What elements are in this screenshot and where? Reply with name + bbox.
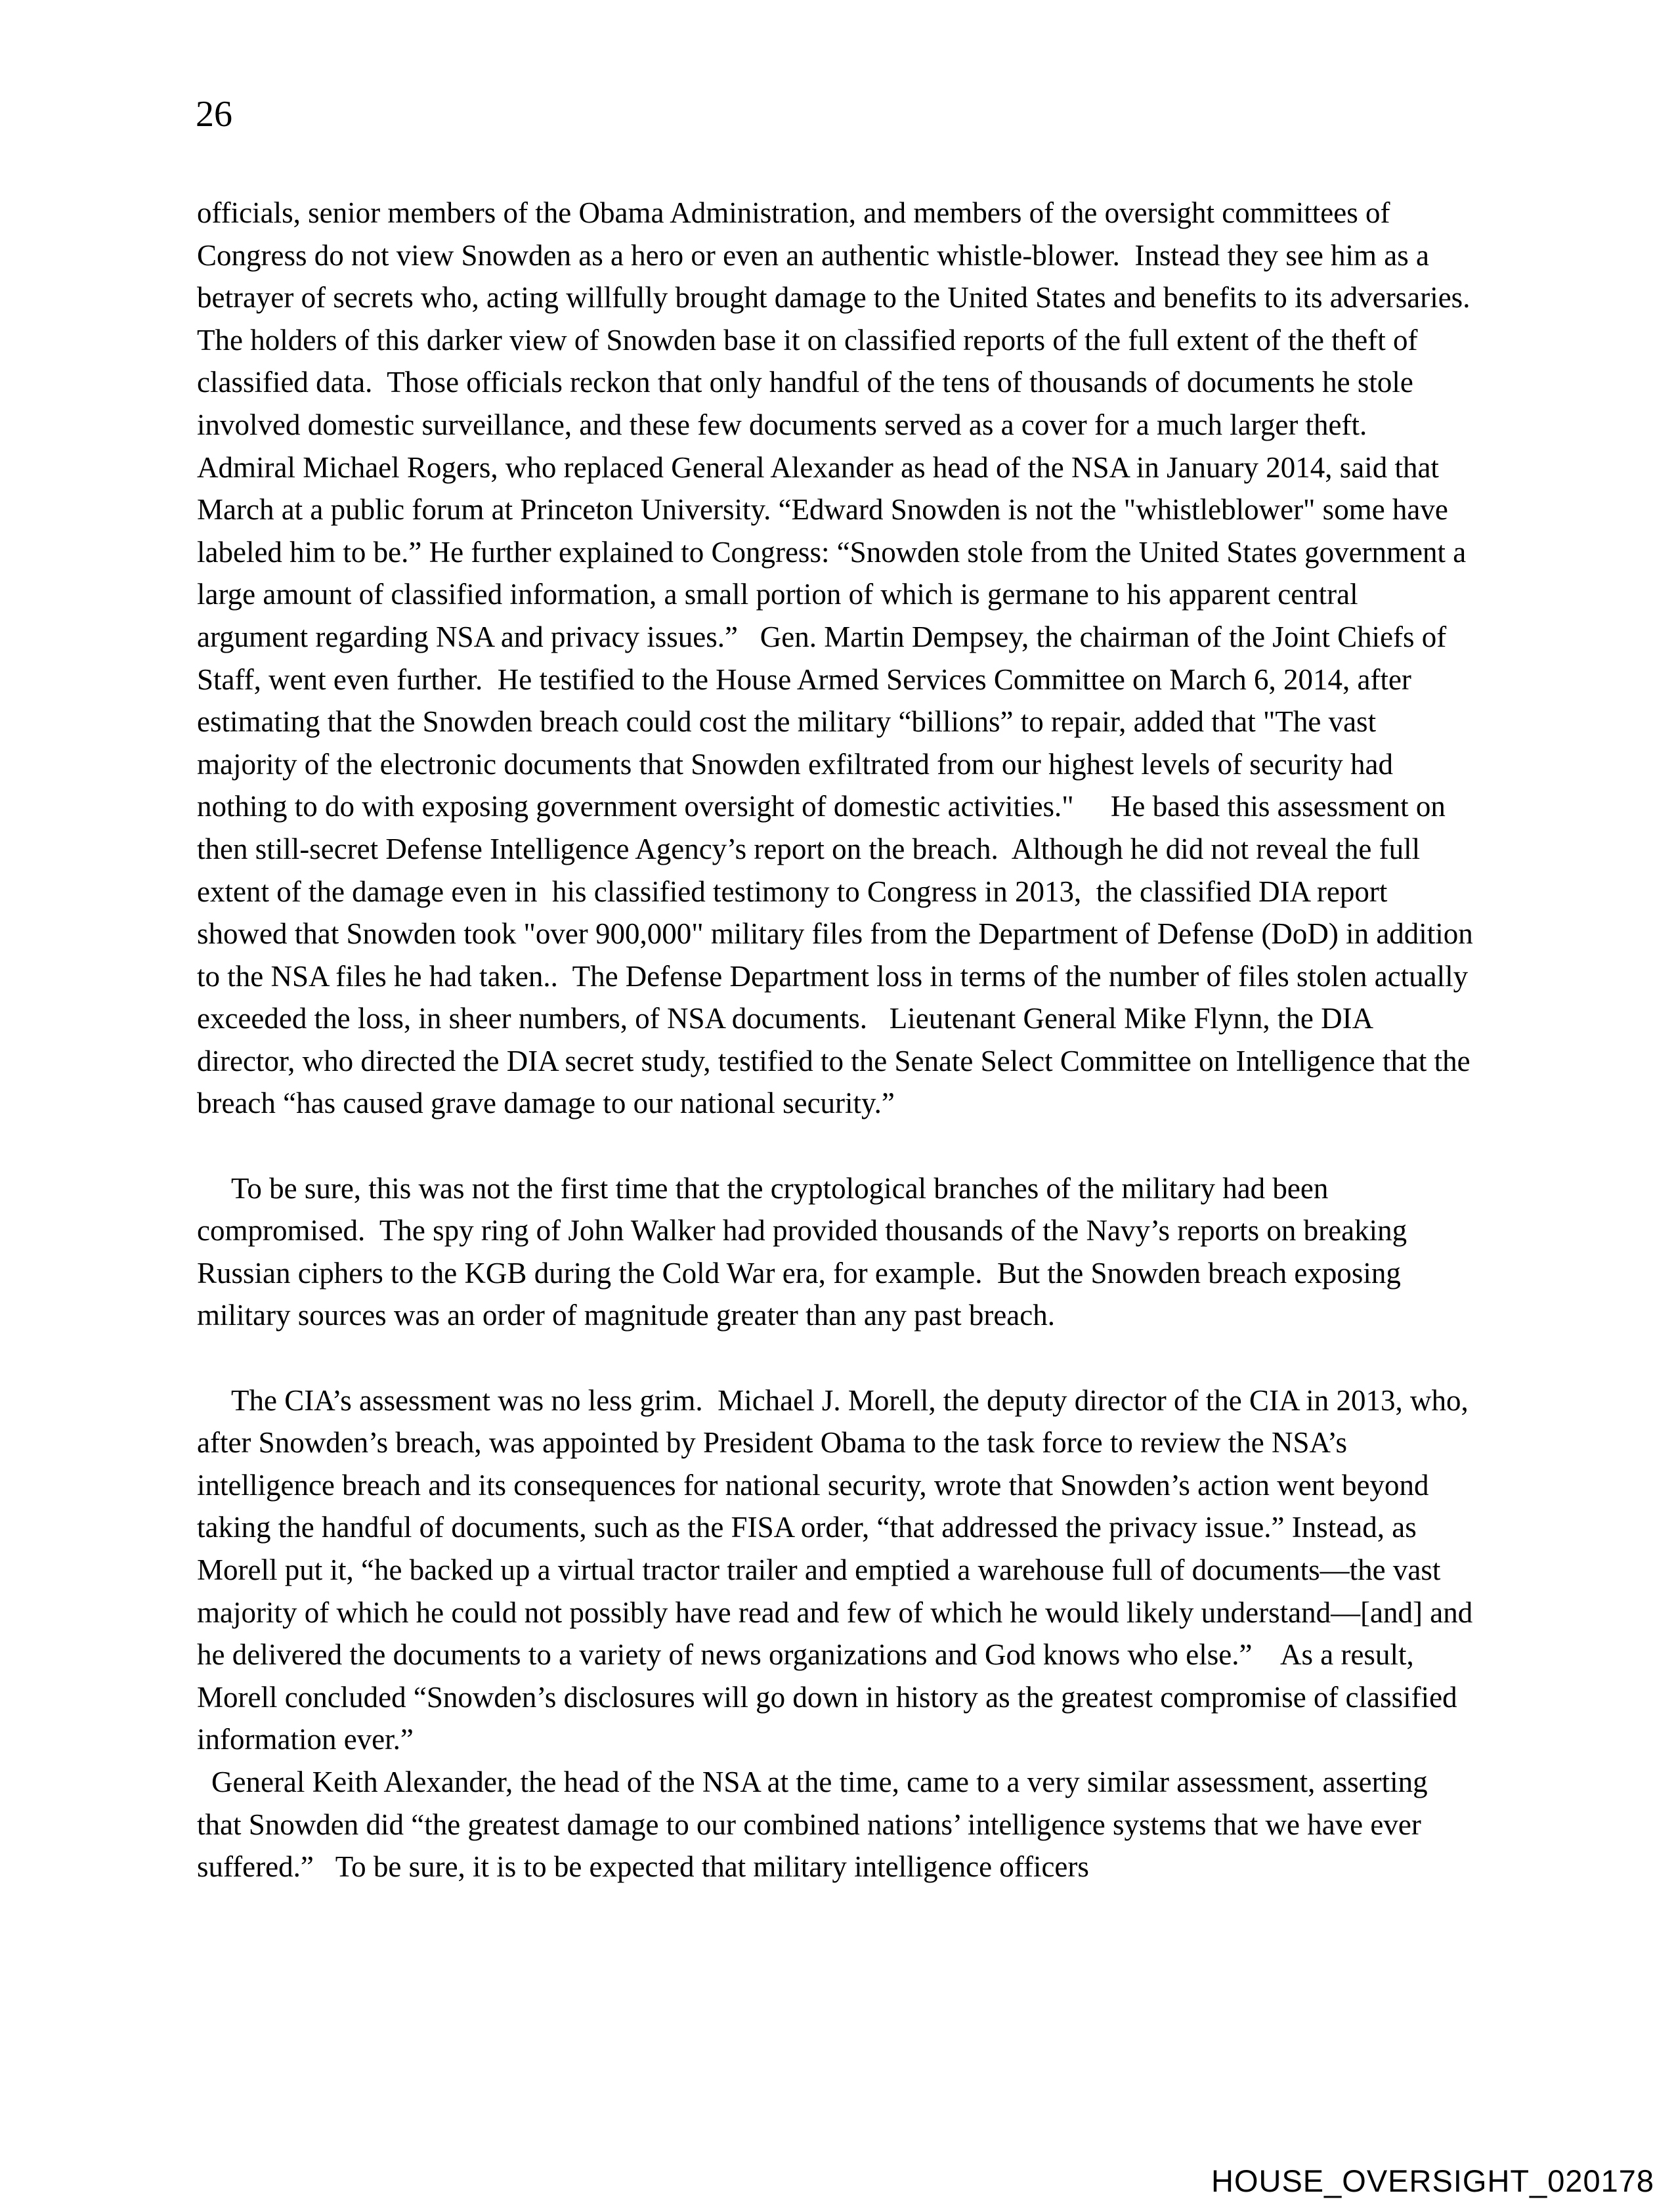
body-paragraph-3: The CIA’s assessment was no less grim. Michael J. Morell, the deputy director of the CIA in 2013, who, after Snowden’s breach, was appointed by President Obama to the task force to review the NSA’s intelligence breach and its consequences for national security, wrote that Snowden’s action went beyond taking the handful of documents, such as the FISA order, “that addressed the privacy issue.” Instead, as Morell put it, “he backed up a virtual tractor trailer and emptied a warehouse full of documents—the vast majority of which he could not possibly have read and few of which he would likely understand—[and] and he delivered the documents to a variety of news organizations and God knows who else.” As a result, Morell concluded “Snowden’s disclosures will go down in history as the greatest compromise of classified information ever.” [197,1383,1480,1756]
body-paragraph-4: General Keith Alexander, the head of the NSA at the time, came to a very similar assessment, asserting that Snowden did “the greatest damage to our combined nations’ intelligence systems that we have ever suffered.” To be sure, it is to be expected that military intelligence officers [197,1765,1435,1884]
page-number: 26 [196,94,232,135]
bates-stamp: HOUSE_OVERSIGHT_020178 [1211,2163,1655,2198]
body-paragraph-2: To be sure, this was not the first time that the cryptological branches of the military had been compromised. The spy ring of John Walker had provided thousands of the Navy’s reports on breaking Russian ciphers to the KGB during the Cold War era, for example. But the Snowden breach exposing military sources was an order of magnitude greater than any past breach. [197,1171,1415,1332]
document-body [197,192,1481,1888]
body-paragraph-1: officials, senior members of the Obama Administration, and members of the oversight committees of Congress do not view Snowden as a hero or even an authentic whistle-blower. Instead they see him as a betrayer of secrets who, acting willfully brought damage to the United States and benefits to its adversaries. The holders of this darker view of Snowden base it on classified reports of the full extent of the theft of classified data. Those officials reckon that only handful of the tens of thousands of documents he stole involved domestic surveillance, and these few documents served as a cover for a much larger theft. Admiral Michael Rogers, who replaced General Alexander as head of the NSA in January 2014, said that March at a public forum at Princeton University. “Edward Snowden is not the "whistleblower" some have labeled him to be.” He further explained to Congress: “Snowden stole from the United States government a large amount of classified information, a small portion of which is germane to his apparent central argument regarding NSA and privacy issues.” Gen. Martin Dempsey, the chairman of the Joint Chiefs of Staff, went even further. He testified to the House Armed Services Committee on March 6, 2014, after estimating that the Snowden breach could cost the military “billions” to repair, added that "The vast majority of the electronic documents that Snowden exfiltrated from our highest levels of security had nothing to do with exposing government oversight of domestic activities." He based this assessment on then still-secret Defense Intelligence Agency’s report on the breach. Although he did not reveal the full extent of the damage even in his classified testimony to Congress in 2013, the classified DIA report showed that Snowden took "over 900,000" military files from the Department of Defense (DoD) in addition to the NSA files he had taken.. The Defense Department loss in terms of the number of files stolen actually exceeded the loss, in sheer numbers, of NSA documents. Lieutenant General Mike Flynn, the DIA director, who directed the DIA secret study, testified to the Senate Select Committee on Intelligence that the breach “has caused grave damage to our national security.” [197,196,1481,1120]
